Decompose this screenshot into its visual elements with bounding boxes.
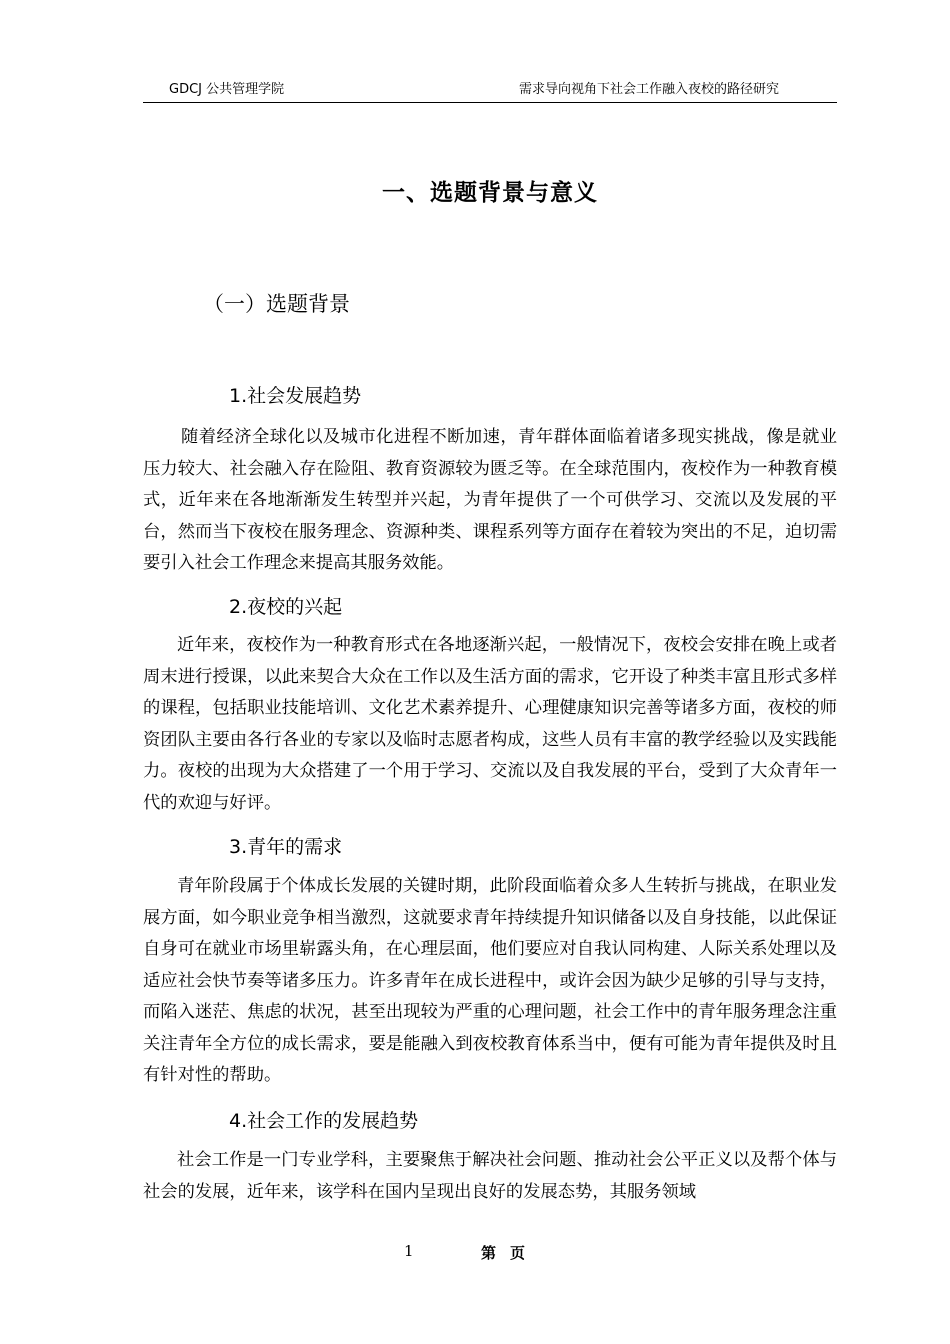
paragraph-3: 青年阶段属于个体成长发展的关键时期，此阶段面临着众多人生转折与挑战，在职业发展方面，如今职业竞争相当激烈，这就要求青年持续提升知识储备以及自身技能，以此保证自身可在就业市场里崭露头角，在心理层面，他们要应对自我认同构建、人际关系处理以及适应社会快节奏等诸多压力。许多青年在成长进程中，或许会因为缺少足够的引导与支持，而陷入迷茫、焦虑的状况，甚至出现较为严重的心理问题，社会工作中的青年服务理念注重关注青年全方位的成长需求，要是能融入到夜校教育体系当中，便有可能为青年提供及时且有针对性的帮助。 <box>143 876 837 1085</box>
subsection-heading-1: 1.社会发展趋势 <box>229 385 362 407</box>
section-heading: （一）选题背景 <box>203 292 350 316</box>
page-number: 1 <box>404 1242 414 1260</box>
header-institution: GDCJ 公共管理学院 <box>169 82 285 97</box>
subsection-heading-4: 4.社会工作的发展趋势 <box>229 1110 419 1132</box>
paragraph-2: 近年来，夜校作为一种教育形式在各地逐渐兴起，一般情况下，夜校会安排在晚上或者周末进行授课，以此来契合大众在工作以及生活方面的需求，它开设了种类丰富且形式多样的课程，包括职业技能培训、文化艺术素养提升、心理健康知识完善等诸多方面，夜校的师资团队主要由各行各业的专家以及临时志愿者构成，这些人员有丰富的教学经验以及实践能力。夜校的出现为大众搭建了一个用于学习、交流以及自我发展的平台，受到了大众青年一代的欢迎与好评。 <box>143 635 837 813</box>
chapter-title: 一、选题背景与意义 <box>382 180 598 206</box>
header-paper-title: 需求导向视角下社会工作融入夜校的路径研究 <box>518 82 779 97</box>
page-header <box>143 72 837 103</box>
paragraph-1: 随着经济全球化以及城市化进程不断加速，青年群体面临着诸多现实挑战，像是就业压力较大、社会融入存在险阻、教育资源较为匮乏等。在全球范围内，夜校作为一种教育模式，近年来在各地渐渐发生转型并兴起，为青年提供了一个可供学习、交流以及发展的平台，然而当下夜校在服务理念、资源种类、课程系列等方面存在着较为突出的不足，迫切需要引入社会工作理念来提高其服务效能。 <box>143 427 837 573</box>
subsection-heading-3: 3.青年的需求 <box>229 836 343 858</box>
page-label: 第页 <box>481 1244 540 1262</box>
subsection-heading-2: 2.夜校的兴起 <box>229 596 343 618</box>
paragraph-4: 社会工作是一门专业学科，主要聚焦于解决社会问题、推动社会公平正义以及帮个体与社会的发展，近年来，该学科在国内呈现出良好的发展态势，其服务领域 <box>143 1150 837 1202</box>
